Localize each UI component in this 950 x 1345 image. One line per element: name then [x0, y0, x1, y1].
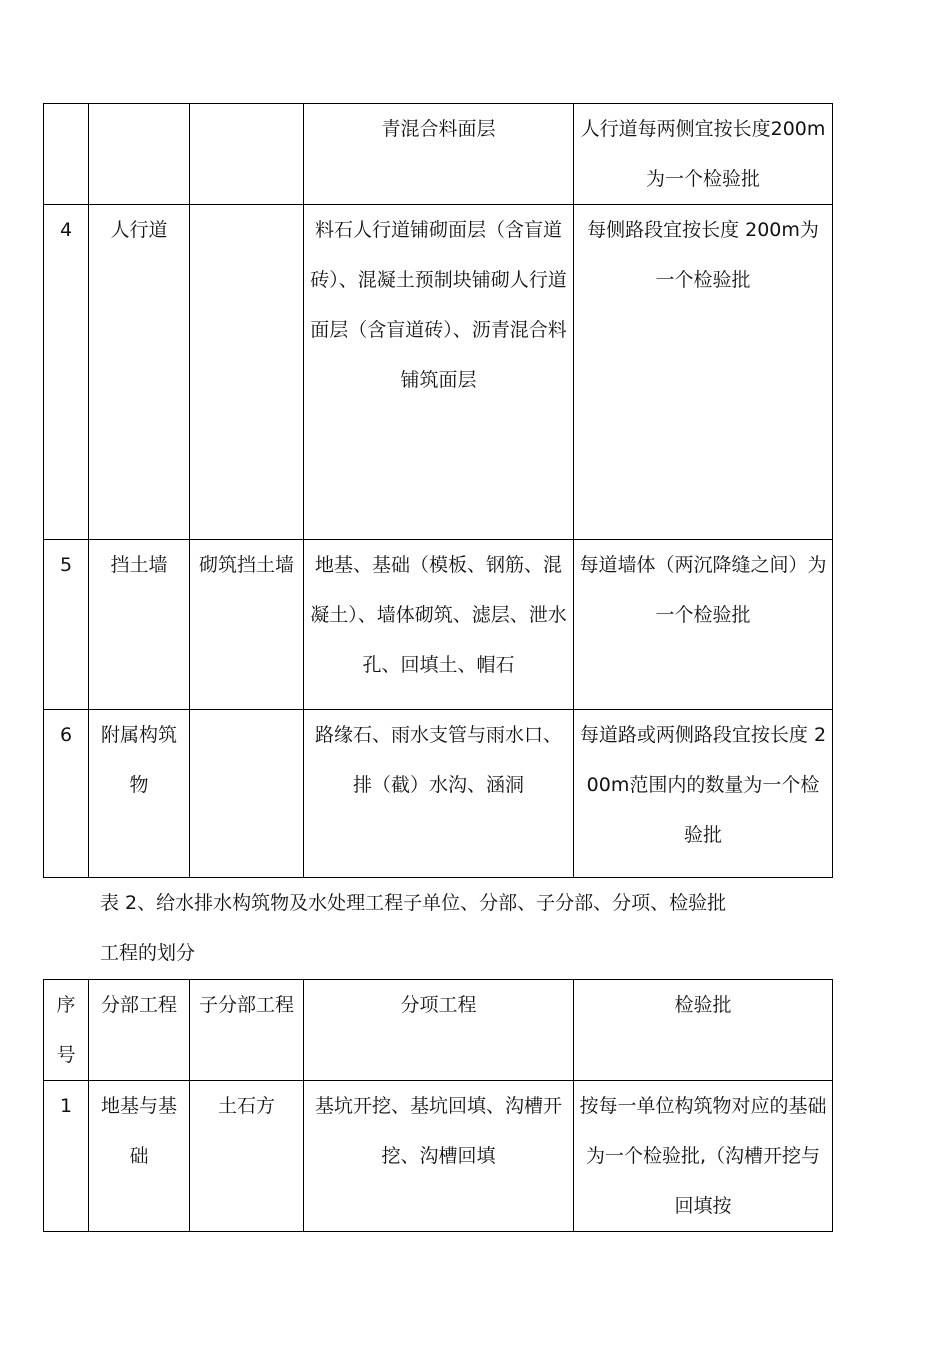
cell-seq: 6 [44, 710, 89, 878]
cell-batch: 每道墙体（两沉降缝之间）为一个检验批 [574, 540, 833, 710]
cell-division [89, 104, 190, 205]
cell-subdivision [190, 710, 304, 878]
cell-batch: 每侧路段宜按长度 200m为一个检验批 [574, 205, 833, 540]
cell-subdivision: 砌筑挡土墙 [190, 540, 304, 710]
header-batch: 检验批 [574, 980, 833, 1081]
table-row [44, 540, 833, 710]
cell-item: 路缘石、雨水支管与雨水口、排（截）水沟、涵洞 [304, 710, 574, 878]
table-row [44, 104, 833, 205]
cell-item: 青混合料面层 [304, 104, 574, 205]
cell-item: 基坑开挖、基坑回填、沟槽开挖、沟槽回填 [304, 1081, 574, 1232]
cell-batch: 人行道每两侧宜按长度200m为一个检验批 [574, 104, 833, 205]
table-row [44, 205, 833, 540]
cell-subdivision: 土石方 [190, 1081, 304, 1232]
cell-seq: 5 [44, 540, 89, 710]
cell-seq: 1 [44, 1081, 89, 1232]
cell-batch: 每道路或两侧路段宜按长度 200m范围内的数量为一个检验批 [574, 710, 833, 878]
cell-division: 人行道 [89, 205, 190, 540]
cell-batch: 按每一单位构筑物对应的基础为一个检验批,（沟槽开挖与回填按 [574, 1081, 833, 1232]
cell-division: 附属构筑物 [89, 710, 190, 878]
table-header-row [44, 980, 833, 1081]
cell-division: 地基与基础 [89, 1081, 190, 1232]
cell-subdivision [190, 205, 304, 540]
cell-subdivision [190, 104, 304, 205]
table-row [44, 1081, 833, 1232]
table-caption-line-2: 工程的划分 [100, 942, 196, 964]
header-item: 分项工程 [304, 980, 574, 1081]
cell-seq: 4 [44, 205, 89, 540]
table-row [44, 710, 833, 878]
cell-item: 料石人行道铺砌面层（含盲道砖）、混凝土预制块铺砌人行道面层（含盲道砖）、沥青混合料铺筑面层 [304, 205, 574, 540]
table-road-works [43, 103, 833, 878]
table-caption-line-1: 表 2、给水排水构筑物及水处理工程子单位、分部、子分部、分项、检验批 [100, 892, 727, 914]
cell-item: 地基、基础（模板、钢筋、混凝土）、墙体砌筑、滤层、泄水孔、回填土、帽石 [304, 540, 574, 710]
cell-division: 挡土墙 [89, 540, 190, 710]
header-division: 分部工程 [89, 980, 190, 1081]
header-subdivision: 子分部工程 [190, 980, 304, 1081]
table-water-works [43, 979, 833, 1232]
cell-seq [44, 104, 89, 205]
header-seq: 序号 [44, 980, 89, 1081]
